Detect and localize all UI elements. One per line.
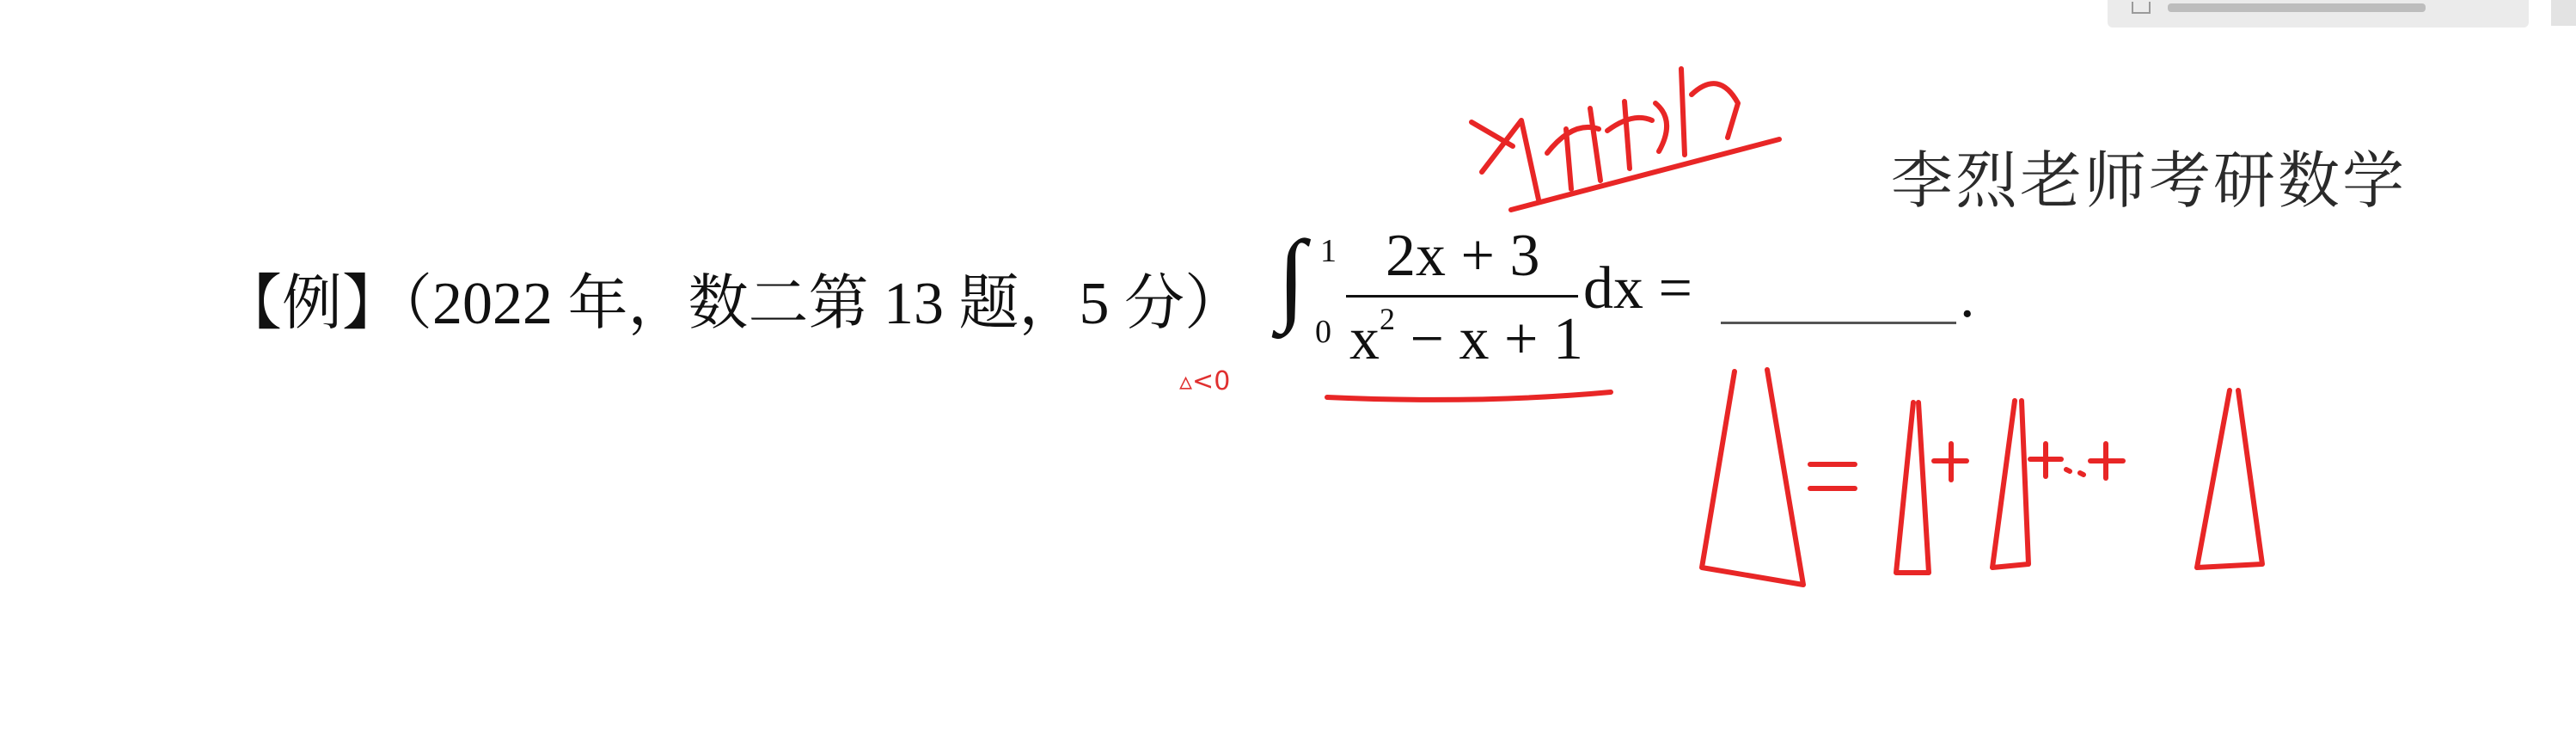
differential: dx = <box>1583 255 1692 322</box>
denominator-exponent: 2 <box>1380 302 1395 336</box>
denominator-rest: − x + 1 <box>1395 306 1583 372</box>
triangle-small-3 <box>2197 390 2262 568</box>
integral-sign: ∫ <box>1277 219 1306 334</box>
triangle-small-2 <box>1992 401 2028 568</box>
watermark-title: 李烈老师考研数学 <box>1891 144 2408 217</box>
integral-lower-limit: 0 <box>1315 314 1331 350</box>
ellipsis-dots <box>2066 470 2083 475</box>
handwritten-word <box>1472 69 1738 199</box>
problem-prefix: 【例】（2022 年，数二第 13 题，5 分） <box>222 271 1245 337</box>
integral-upper-limit: 1 <box>1320 233 1337 269</box>
end-mark: . <box>1960 264 1975 330</box>
denominator-underline <box>1327 392 1611 400</box>
delta-note: ▵<0 <box>1179 366 1231 396</box>
denominator-base: x <box>1349 306 1380 372</box>
triangle-small-1 <box>1896 402 1929 573</box>
fraction-numerator: 2x + 3 <box>1386 223 1540 289</box>
triangle-large <box>1702 370 1803 585</box>
